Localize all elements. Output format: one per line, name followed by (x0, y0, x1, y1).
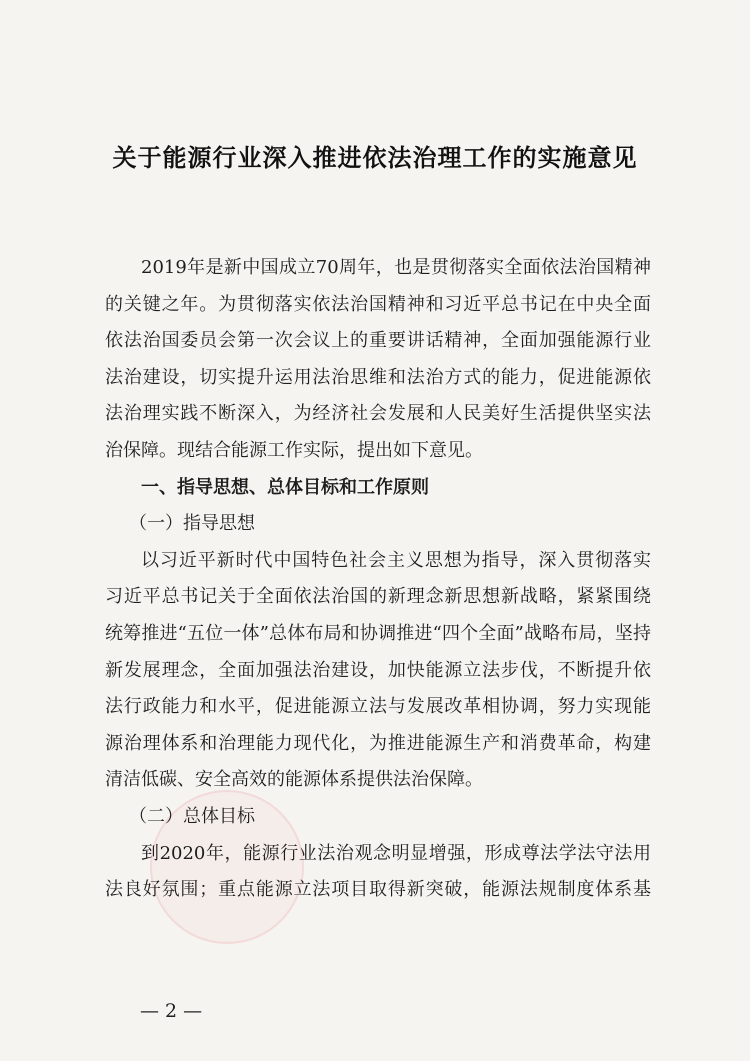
paragraph-line: 法治理实践不断深入，为经济社会发展和人民美好生活提供坚实法 (105, 403, 651, 425)
paragraph-line: 统筹推进“五位一体”总体布局和协调推进“四个全面”战略布局，坚持 (105, 622, 651, 644)
subsection-heading: （一）指导思想 (129, 513, 255, 535)
paragraph-line: 法良好氛围；重点能源立法项目取得新突破，能源法规制度体系基 (105, 879, 651, 901)
paragraph-line: 法治建设，切实提升运用法治思维和法治方式的能力，促进能源依 (105, 366, 651, 388)
paragraph-line: 依法治国委员会第一次会议上的重要讲话精神，全面加强能源行业 (105, 330, 651, 352)
paragraph-line: 法行政能力和水平，促进能源立法与发展改革相协调，努力实现能 (105, 696, 651, 718)
paragraph-line: 的关键之年。为贯彻落实依法治国精神和习近平总书记在中央全面 (105, 293, 651, 315)
paragraph-line: 到2020年，能源行业法治观念明显增强，形成尊法学法守法用 (141, 842, 651, 864)
paragraph-line: 治保障。现结合能源工作实际，提出如下意见。 (105, 439, 483, 461)
paragraph-line: 习近平总书记关于全面依法治国的新理念新思想新战略，紧紧围绕 (105, 586, 651, 608)
paragraph-line: 以习近平新时代中国特色社会主义思想为指导，深入贯彻落实 (141, 549, 651, 571)
section-heading: 一、指导思想、总体目标和工作原则 (141, 476, 429, 498)
paragraph-line: 2019年是新中国成立70周年，也是贯彻落实全面依法治国精神 (141, 257, 651, 278)
paragraph-line: 源治理体系和治理能力现代化，为推进能源生产和消费革命，构建 (105, 732, 651, 754)
paragraph-line: 清洁低碳、安全高效的能源体系提供法治保障。 (105, 769, 483, 791)
subsection-heading: （二）总体目标 (129, 805, 255, 827)
paragraph-line: 新发展理念，全面加强法治建设，加快能源立法步伐，不断提升依 (105, 659, 651, 681)
document-body (105, 250, 651, 909)
document-title: 关于能源行业深入推进依法治理工作的实施意见 (112, 143, 638, 172)
page-number: — 2 — (140, 1000, 203, 1022)
